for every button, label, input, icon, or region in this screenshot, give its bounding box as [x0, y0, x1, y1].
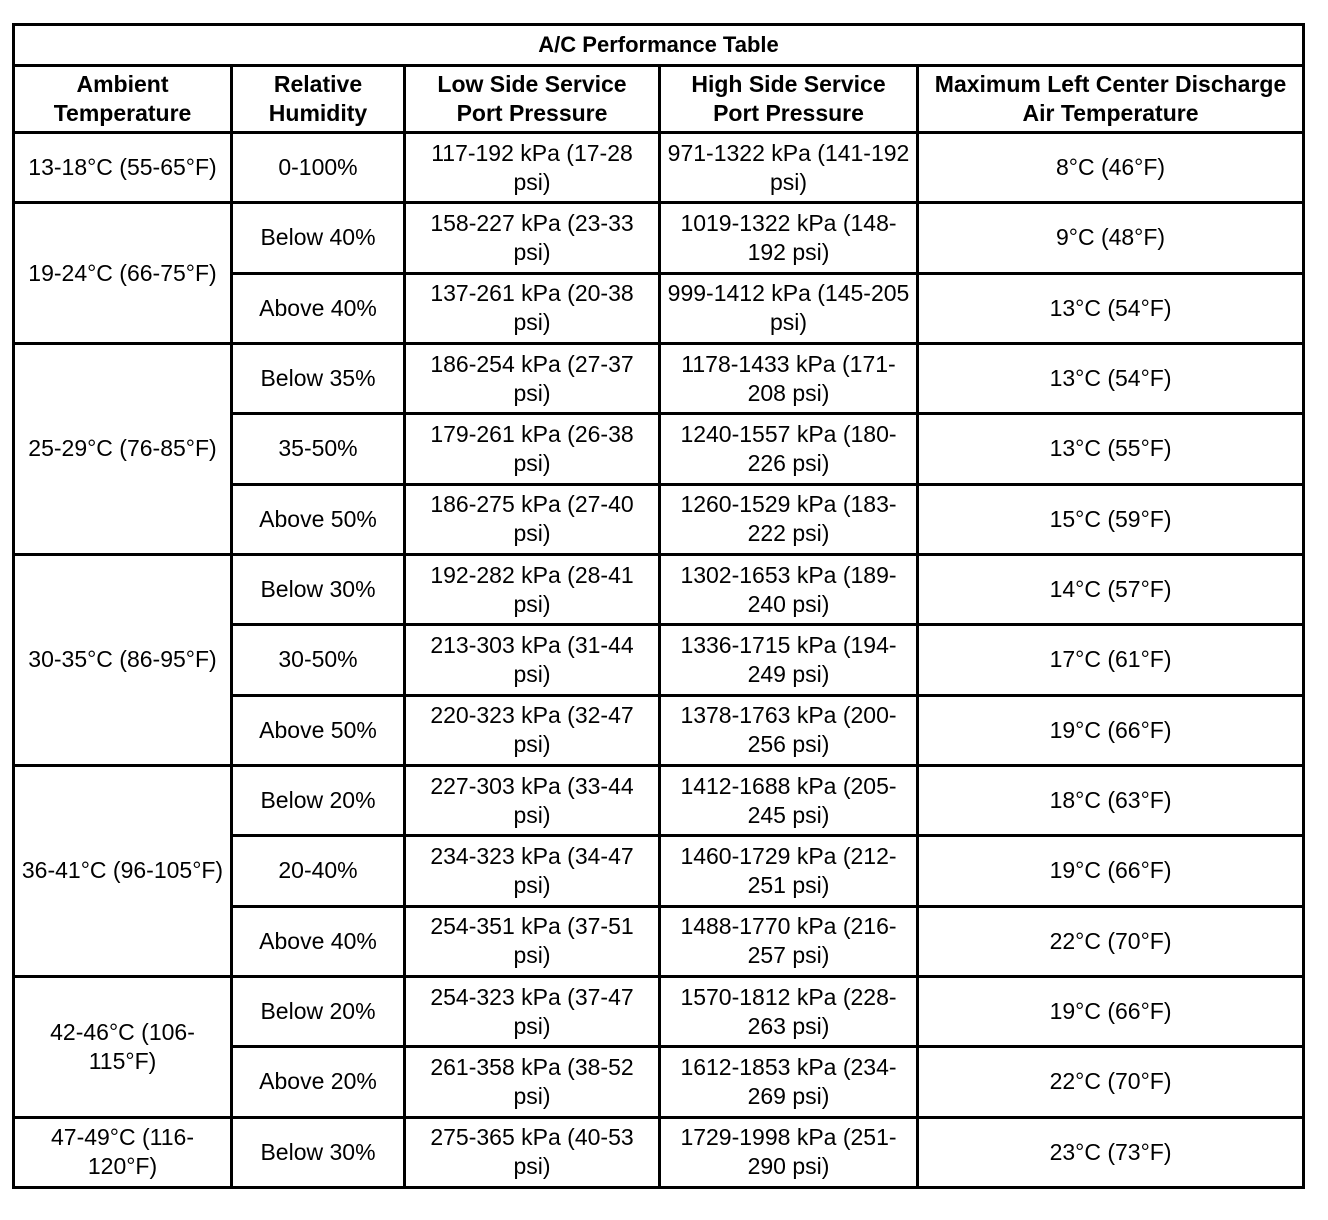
high-side-pressure-cell: 1260-1529 kPa (183-222 psi): [660, 484, 918, 554]
low-side-pressure-cell: 254-351 kPa (37-51 psi): [405, 906, 660, 976]
table-row: [14, 765, 1304, 835]
table-row: [14, 133, 1304, 203]
relative-humidity-cell: 20-40%: [232, 836, 405, 906]
high-side-pressure-cell: 1019-1322 kPa (148-192 psi): [660, 203, 918, 273]
low-side-pressure-cell: 186-254 kPa (27-37 psi): [405, 343, 660, 413]
low-side-pressure-cell: 117-192 kPa (17-28 psi): [405, 133, 660, 203]
header-ambient-temperature: Ambient Temperature: [14, 66, 232, 133]
high-side-pressure-cell: 1302-1653 kPa (189-240 psi): [660, 554, 918, 624]
low-side-pressure-cell: 158-227 kPa (23-33 psi): [405, 203, 660, 273]
table-body: [14, 133, 1304, 1188]
relative-humidity-cell: Above 50%: [232, 695, 405, 765]
high-side-pressure-cell: 1178-1433 kPa (171-208 psi): [660, 343, 918, 413]
low-side-pressure-cell: 254-323 kPa (37-47 psi): [405, 976, 660, 1046]
ambient-temperature-cell: 13-18°C (55-65°F): [14, 133, 232, 203]
ambient-temperature-cell: 25-29°C (76-85°F): [14, 343, 232, 554]
discharge-temperature-cell: 17°C (61°F): [918, 625, 1304, 695]
header-max-discharge-temperature: Maximum Left Center Discharge Air Temperature: [918, 66, 1304, 133]
header-relative-humidity: Relative Humidity: [232, 66, 405, 133]
low-side-pressure-cell: 186-275 kPa (27-40 psi): [405, 484, 660, 554]
low-side-pressure-cell: 261-358 kPa (38-52 psi): [405, 1047, 660, 1117]
table-row: [14, 1117, 1304, 1187]
relative-humidity-cell: Below 30%: [232, 1117, 405, 1187]
discharge-temperature-cell: 13°C (54°F): [918, 273, 1304, 343]
high-side-pressure-cell: 1412-1688 kPa (205-245 psi): [660, 765, 918, 835]
discharge-temperature-cell: 13°C (55°F): [918, 414, 1304, 484]
relative-humidity-cell: Above 40%: [232, 906, 405, 976]
ambient-temperature-cell: 19-24°C (66-75°F): [14, 203, 232, 344]
high-side-pressure-cell: 971-1322 kPa (141-192 psi): [660, 133, 918, 203]
relative-humidity-cell: 0-100%: [232, 133, 405, 203]
high-side-pressure-cell: 1729-1998 kPa (251-290 psi): [660, 1117, 918, 1187]
header-high-side-pressure: High Side Service Port Pressure: [660, 66, 918, 133]
high-side-pressure-cell: 1460-1729 kPa (212-251 psi): [660, 836, 918, 906]
low-side-pressure-cell: 227-303 kPa (33-44 psi): [405, 765, 660, 835]
ambient-temperature-cell: 30-35°C (86-95°F): [14, 554, 232, 765]
discharge-temperature-cell: 18°C (63°F): [918, 765, 1304, 835]
discharge-temperature-cell: 19°C (66°F): [918, 695, 1304, 765]
table-row: [14, 343, 1304, 413]
relative-humidity-cell: Below 30%: [232, 554, 405, 624]
discharge-temperature-cell: 13°C (54°F): [918, 343, 1304, 413]
ac-performance-table-container: [12, 23, 1302, 1189]
discharge-temperature-cell: 22°C (70°F): [918, 906, 1304, 976]
header-row: [14, 66, 1304, 133]
relative-humidity-cell: 30-50%: [232, 625, 405, 695]
relative-humidity-cell: Above 40%: [232, 273, 405, 343]
header-low-side-pressure: Low Side Service Port Pressure: [405, 66, 660, 133]
ac-performance-table: [12, 23, 1305, 1189]
low-side-pressure-cell: 179-261 kPa (26-38 psi): [405, 414, 660, 484]
low-side-pressure-cell: 192-282 kPa (28-41 psi): [405, 554, 660, 624]
relative-humidity-cell: Below 20%: [232, 976, 405, 1046]
table-row: [14, 976, 1304, 1046]
ambient-temperature-cell: 36-41°C (96-105°F): [14, 765, 232, 976]
discharge-temperature-cell: 19°C (66°F): [918, 976, 1304, 1046]
discharge-temperature-cell: 23°C (73°F): [918, 1117, 1304, 1187]
discharge-temperature-cell: 14°C (57°F): [918, 554, 1304, 624]
relative-humidity-cell: 35-50%: [232, 414, 405, 484]
high-side-pressure-cell: 1336-1715 kPa (194-249 psi): [660, 625, 918, 695]
low-side-pressure-cell: 275-365 kPa (40-53 psi): [405, 1117, 660, 1187]
relative-humidity-cell: Below 40%: [232, 203, 405, 273]
low-side-pressure-cell: 220-323 kPa (32-47 psi): [405, 695, 660, 765]
low-side-pressure-cell: 213-303 kPa (31-44 psi): [405, 625, 660, 695]
discharge-temperature-cell: 22°C (70°F): [918, 1047, 1304, 1117]
relative-humidity-cell: Below 20%: [232, 765, 405, 835]
ambient-temperature-cell: 47-49°C (116-120°F): [14, 1117, 232, 1187]
high-side-pressure-cell: 1612-1853 kPa (234-269 psi): [660, 1047, 918, 1117]
discharge-temperature-cell: 9°C (48°F): [918, 203, 1304, 273]
table-title: A/C Performance Table: [14, 25, 1304, 66]
relative-humidity-cell: Above 50%: [232, 484, 405, 554]
low-side-pressure-cell: 234-323 kPa (34-47 psi): [405, 836, 660, 906]
discharge-temperature-cell: 8°C (46°F): [918, 133, 1304, 203]
high-side-pressure-cell: 1488-1770 kPa (216-257 psi): [660, 906, 918, 976]
table-row: [14, 554, 1304, 624]
high-side-pressure-cell: 999-1412 kPa (145-205 psi): [660, 273, 918, 343]
relative-humidity-cell: Below 35%: [232, 343, 405, 413]
discharge-temperature-cell: 19°C (66°F): [918, 836, 1304, 906]
discharge-temperature-cell: 15°C (59°F): [918, 484, 1304, 554]
low-side-pressure-cell: 137-261 kPa (20-38 psi): [405, 273, 660, 343]
ambient-temperature-cell: 42-46°C (106-115°F): [14, 976, 232, 1117]
high-side-pressure-cell: 1378-1763 kPa (200-256 psi): [660, 695, 918, 765]
high-side-pressure-cell: 1240-1557 kPa (180-226 psi): [660, 414, 918, 484]
high-side-pressure-cell: 1570-1812 kPa (228-263 psi): [660, 976, 918, 1046]
table-row: [14, 203, 1304, 273]
relative-humidity-cell: Above 20%: [232, 1047, 405, 1117]
